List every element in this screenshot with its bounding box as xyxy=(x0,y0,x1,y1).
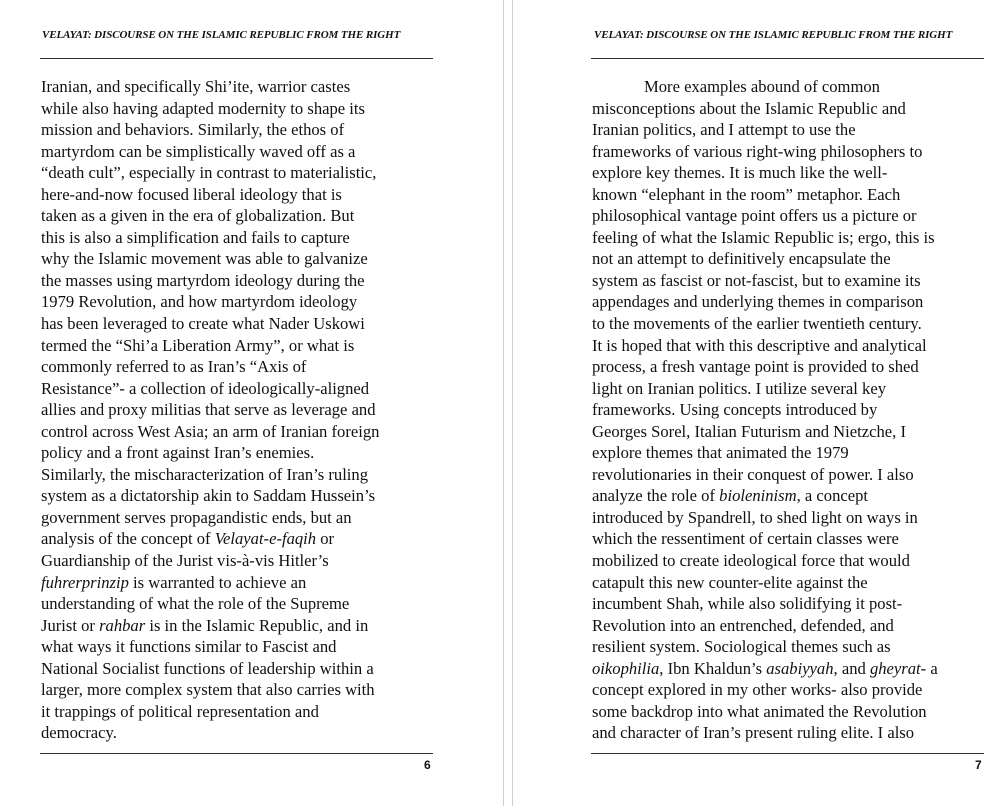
italic-term: oikophilia xyxy=(592,658,660,678)
text-run: has been leveraged to create what Nader Uskowi xyxy=(41,314,365,334)
text-line xyxy=(41,679,379,701)
text-line xyxy=(592,205,938,227)
text-run: feeling of what the Islamic Republic is; ergo, this is xyxy=(592,227,935,247)
text-run: National Socialist functions of leadership within a xyxy=(41,658,374,678)
text-run: democracy. xyxy=(41,723,117,743)
text-run: understanding of what the role of the Supreme xyxy=(41,594,350,614)
text-line xyxy=(41,270,379,292)
header-rule xyxy=(40,58,433,59)
italic-term: gheyrat xyxy=(869,658,921,678)
text-run: Resistance”- a collection of ideologically-aligned xyxy=(41,378,370,398)
text-line xyxy=(41,658,379,680)
text-line xyxy=(592,528,938,550)
text-run: 1979 Revolution, and how martyrdom ideology xyxy=(41,292,358,312)
text-run: process, a fresh vantage point is provided to shed xyxy=(592,357,919,377)
text-run: light on Iranian politics. I utilize several key xyxy=(592,378,886,398)
text-run: resilient system. Sociological themes such as xyxy=(592,637,891,657)
text-line xyxy=(41,227,379,249)
text-line xyxy=(592,572,938,594)
text-line xyxy=(592,485,938,507)
text-line xyxy=(41,485,379,507)
text-line xyxy=(41,636,379,658)
body-text xyxy=(592,76,938,744)
text-run: government serves propagandistic ends, but an xyxy=(41,507,352,527)
text-run: while also having adapted modernity to shape its xyxy=(41,98,365,118)
text-line xyxy=(41,76,379,98)
text-run: is warranted to achieve an xyxy=(128,572,307,592)
text-run: is in the Islamic Republic, and in xyxy=(145,615,369,635)
page-right xyxy=(514,0,1007,806)
text-line xyxy=(592,507,938,529)
text-run: revolutionaries in their conquest of power. I also xyxy=(592,464,914,484)
text-run: commonly referred to as Iran’s “Axis of xyxy=(41,357,307,377)
text-line xyxy=(592,98,938,120)
text-run: misconceptions about the Islamic Republic and xyxy=(592,98,906,118)
italic-term: bioleninism xyxy=(719,486,797,506)
text-run: explore themes that animated the 1979 xyxy=(592,443,849,463)
text-run: explore key themes. It is much like the well- xyxy=(592,163,888,183)
text-run: control across West Asia; an arm of Iranian foreign xyxy=(41,421,380,441)
text-line xyxy=(41,572,379,594)
text-run: system as a dictatorship akin to Saddam Hussein’s xyxy=(41,486,376,506)
text-line xyxy=(41,464,379,486)
text-line xyxy=(41,722,379,744)
text-line xyxy=(41,119,379,141)
text-run: taken as a given in the era of globalization. But xyxy=(41,206,355,226)
text-run: - a xyxy=(920,658,938,678)
text-line xyxy=(592,679,938,701)
text-line xyxy=(592,313,938,335)
text-line xyxy=(41,313,379,335)
text-run: Iranian, and specifically Shi’ite, warrior castes xyxy=(41,77,351,96)
footer-rule xyxy=(40,753,433,754)
italic-term: Velayat-e-faqih xyxy=(214,529,317,549)
text-line xyxy=(592,248,938,270)
text-line xyxy=(41,507,379,529)
text-line xyxy=(592,119,938,141)
text-run: larger, more complex system that also carries with xyxy=(41,680,375,700)
text-line xyxy=(592,442,938,464)
body-text xyxy=(41,76,379,744)
running-head: VELAYAT: DISCOURSE ON THE ISLAMIC REPUBLIC FROM THE RIGHT xyxy=(42,29,401,41)
text-line xyxy=(592,421,938,443)
text-run: or xyxy=(316,529,335,549)
text-run: Jurist or xyxy=(41,615,100,635)
text-line xyxy=(41,141,379,163)
text-line xyxy=(41,98,379,120)
text-line xyxy=(592,76,938,98)
text-run: It is hoped that with this descriptive and analytical xyxy=(592,335,927,355)
text-line xyxy=(592,399,938,421)
text-run: analyze the role of xyxy=(592,486,720,506)
text-line xyxy=(41,356,379,378)
text-run: Georges Sorel, Italian Futurism and Nietzche, I xyxy=(592,421,906,441)
text-run: policy and a front against Iran’s enemies. xyxy=(41,443,315,463)
text-line xyxy=(592,701,938,723)
text-run: mobilized to create ideological force that would xyxy=(592,551,910,571)
page-left xyxy=(0,0,503,806)
text-line xyxy=(41,615,379,637)
text-line xyxy=(592,291,938,313)
text-run: not an attempt to definitively encapsulate the xyxy=(592,249,891,269)
text-line xyxy=(592,162,938,184)
text-line xyxy=(41,291,379,313)
text-line xyxy=(592,464,938,486)
text-line xyxy=(41,205,379,227)
text-line xyxy=(592,378,938,400)
text-run: “death cult”, especially in contrast to materialistic, xyxy=(41,163,377,183)
text-run: incumbent Shah, while also solidifying it post- xyxy=(592,594,903,614)
page-number: 7 xyxy=(975,758,982,772)
text-run: martyrdom can be simplistically waved off as a xyxy=(41,141,356,161)
text-run: appendages and underlying themes in comparison xyxy=(592,292,924,312)
text-line xyxy=(41,248,379,270)
text-run: which the ressentiment of certain classes were xyxy=(592,529,899,549)
text-run: Revolution into an entrenched, defended, and xyxy=(592,615,894,635)
text-run: philosophical vantage point offers us a picture or xyxy=(592,206,917,226)
text-run: to the movements of the earlier twentieth century. xyxy=(592,314,922,334)
text-line xyxy=(41,399,379,421)
text-line xyxy=(592,593,938,615)
text-line xyxy=(592,270,938,292)
text-run: allies and proxy militias that serve as leverage and xyxy=(41,400,376,420)
text-line xyxy=(592,227,938,249)
text-run: mission and behaviors. Similarly, the ethos of xyxy=(41,120,345,140)
header-rule xyxy=(591,58,984,59)
text-line xyxy=(592,141,938,163)
text-run: , a concept xyxy=(796,486,869,506)
text-line xyxy=(592,658,938,680)
text-line xyxy=(592,184,938,206)
text-line xyxy=(592,550,938,572)
footer-rule xyxy=(591,753,984,754)
text-line xyxy=(41,378,379,400)
text-run: catapult this new counter-elite against the xyxy=(592,572,868,592)
text-run: termed the “Shi’a Liberation Army”, or what is xyxy=(41,335,355,355)
text-run: some backdrop into what animated the Revolution xyxy=(592,701,927,721)
text-line xyxy=(41,593,379,615)
text-line xyxy=(592,356,938,378)
text-run: what ways it functions similar to Fascist and xyxy=(41,637,337,657)
text-run: known “elephant in the room” metaphor. Each xyxy=(592,184,901,204)
gutter-line xyxy=(503,0,504,806)
text-run: Guardianship of the Jurist vis-à-vis Hitler’s xyxy=(41,551,329,571)
text-run: and character of Iran’s present ruling elite. I also xyxy=(592,723,915,743)
text-line xyxy=(41,550,379,572)
italic-term: fuhrerprinzip xyxy=(41,572,129,592)
gutter-line xyxy=(512,0,513,806)
text-line xyxy=(41,335,379,357)
text-line xyxy=(41,421,379,443)
text-run: this is also a simplification and fails to capture xyxy=(41,227,350,247)
running-head: VELAYAT: DISCOURSE ON THE ISLAMIC REPUBLIC FROM THE RIGHT xyxy=(594,29,953,41)
text-line xyxy=(592,615,938,637)
text-run: , Ibn Khaldun’s xyxy=(659,658,767,678)
text-run: concept explored in my other works- also provide xyxy=(592,680,923,700)
text-run: More examples abound of common xyxy=(644,77,880,96)
text-line xyxy=(592,722,938,744)
text-run: analysis of the concept of xyxy=(41,529,215,549)
text-line xyxy=(592,335,938,357)
text-run: , and xyxy=(833,658,870,678)
text-run: it trappings of political representation and xyxy=(41,701,319,721)
text-line xyxy=(41,162,379,184)
text-run: introduced by Spandrell, to shed light on ways in xyxy=(592,507,918,527)
text-line xyxy=(592,636,938,658)
text-line xyxy=(41,442,379,464)
page-number: 6 xyxy=(424,758,431,772)
text-line xyxy=(41,701,379,723)
text-run: Iranian politics, and I attempt to use the xyxy=(592,120,856,140)
text-run: Similarly, the mischaracterization of Iran’s ruling xyxy=(41,464,369,484)
text-run: frameworks of various right-wing philosophers to xyxy=(592,141,923,161)
text-run: frameworks. Using concepts introduced by xyxy=(592,400,878,420)
text-run: the masses using martyrdom ideology during the xyxy=(41,270,365,290)
text-run: system as fascist or not-fascist, but to examine its xyxy=(592,270,921,290)
text-run: why the Islamic movement was able to galvanize xyxy=(41,249,368,269)
italic-term: asabiyyah xyxy=(766,658,834,678)
text-run: here-and-now focused liberal ideology that is xyxy=(41,184,342,204)
text-line xyxy=(41,528,379,550)
text-line xyxy=(41,184,379,206)
italic-term: rahbar xyxy=(99,615,146,635)
